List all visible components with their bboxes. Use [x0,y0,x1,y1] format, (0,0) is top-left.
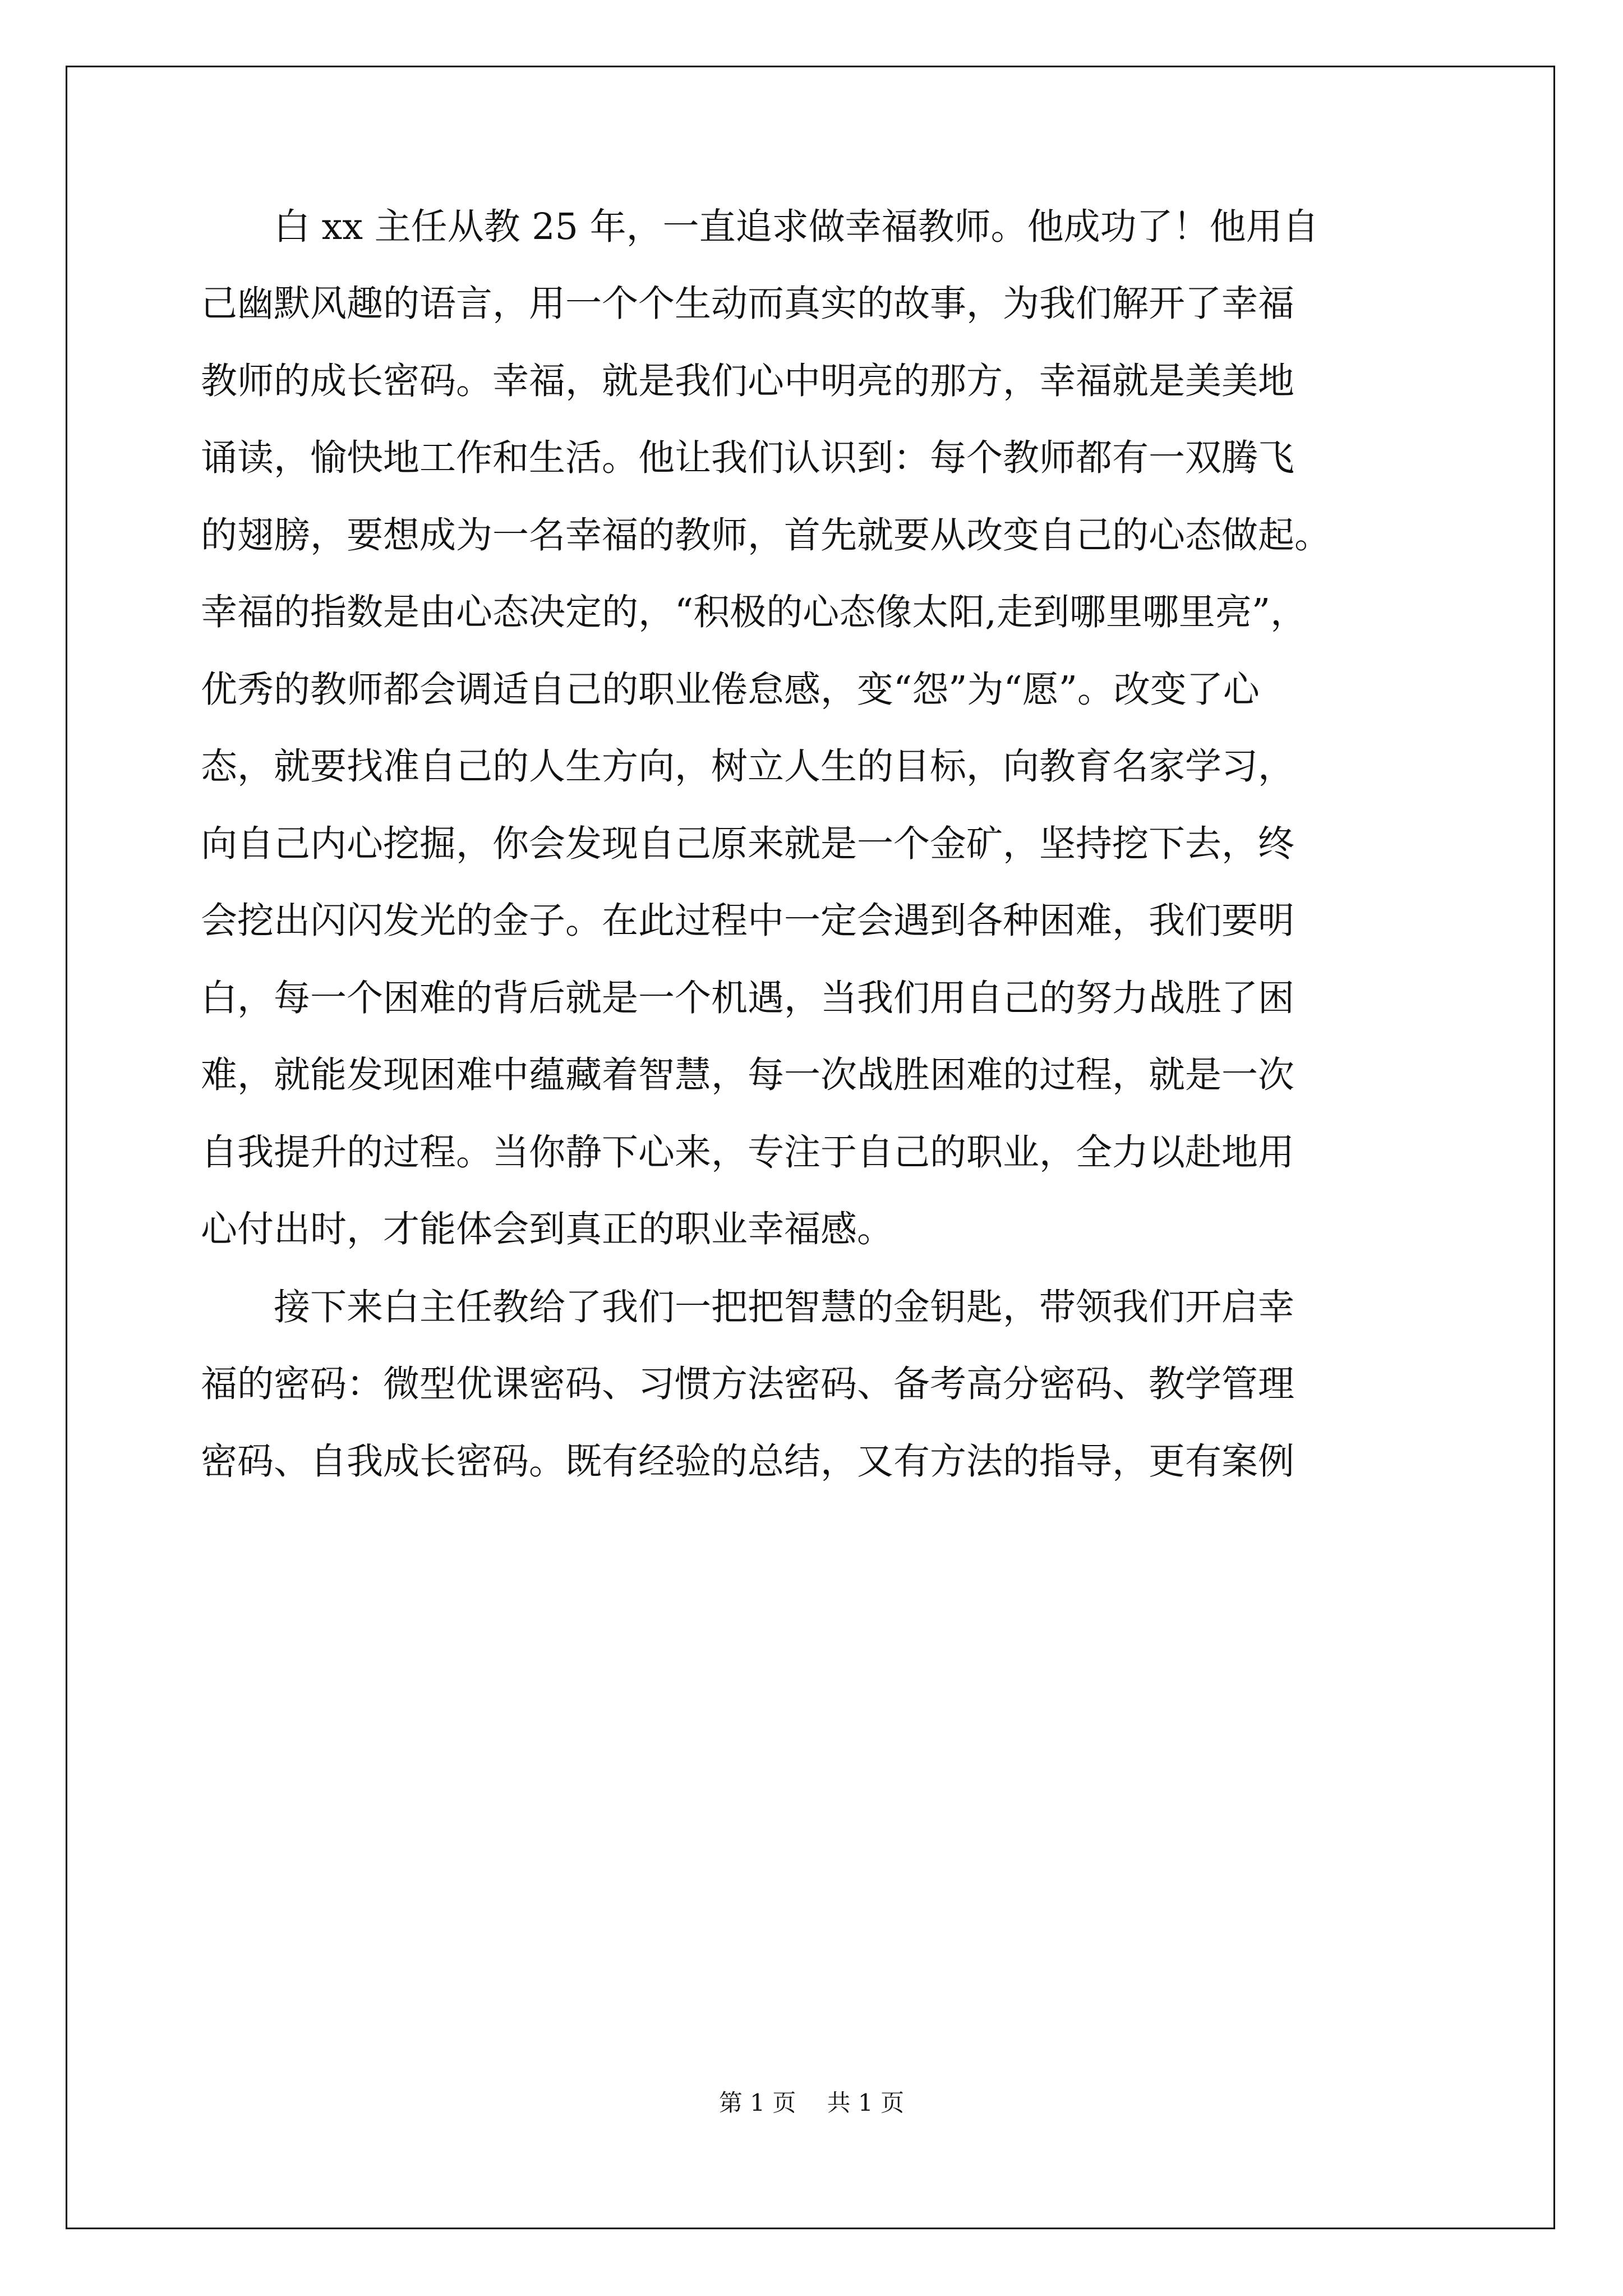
text-line: 会挖出闪闪发光的金子。在此过程中一定会遇到各种困难，我们要明 [201,900,1295,942]
text-line: 己幽默风趣的语言，用一个个生动而真实的故事，为我们解开了幸福 [201,283,1295,325]
text-line: 福的密码：微型优课密码、习惯方法密码、备考高分密码、教学管理 [201,1363,1295,1405]
text-line: 教师的成长密码。幸福，就是我们心中明亮的那方，幸福就是美美地 [201,360,1295,402]
text-line: 诵读，愉快地工作和生活。他让我们认识到：每个教师都有一双腾飞 [201,437,1295,479]
text-line: 白，每一个困难的背后就是一个机遇，当我们用自己的努力战胜了困 [201,977,1295,1019]
text-line: 心付出时，才能体会到真正的职业幸福感。 [201,1208,894,1250]
text-line: 的翅膀，要想成为一名幸福的教师，首先就要从改变自己的心态做起。 [201,514,1331,556]
page-footer: 第 1 页 共 1 页 [718,2089,905,2116]
text-line: 幸福的指数是由心态决定的，“积极的心态像太阳,走到哪里哪里亮”， [201,591,1307,633]
text-line: 自我提升的过程。当你静下心来，专注于自己的职业，全力以赴地用 [201,1131,1295,1174]
text-line: 接下来白主任教给了我们一把把智慧的金钥匙，带领我们开启幸 [201,1286,1295,1328]
text-line: 态，就要找准自己的人生方向，树立人生的目标，向教育名家学习， [201,746,1295,788]
text-line: 密码、自我成长密码。既有经验的总结，又有方法的指导，更有案例 [201,1441,1295,1483]
text-line: 向自己内心挖掘，你会发现自己原来就是一个金矿，坚持挖下去，终 [201,823,1295,865]
text-line: 白 xx 主任从教 25 年，一直追求做幸福教师。他成功了！他用自 [201,206,1319,248]
text-line: 难，就能发现困难中蕴藏着智慧，每一次战胜困难的过程，就是一次 [201,1054,1295,1096]
text-line: 优秀的教师都会调适自己的职业倦怠感，变“怨”为“愿”。改变了心 [201,669,1260,711]
